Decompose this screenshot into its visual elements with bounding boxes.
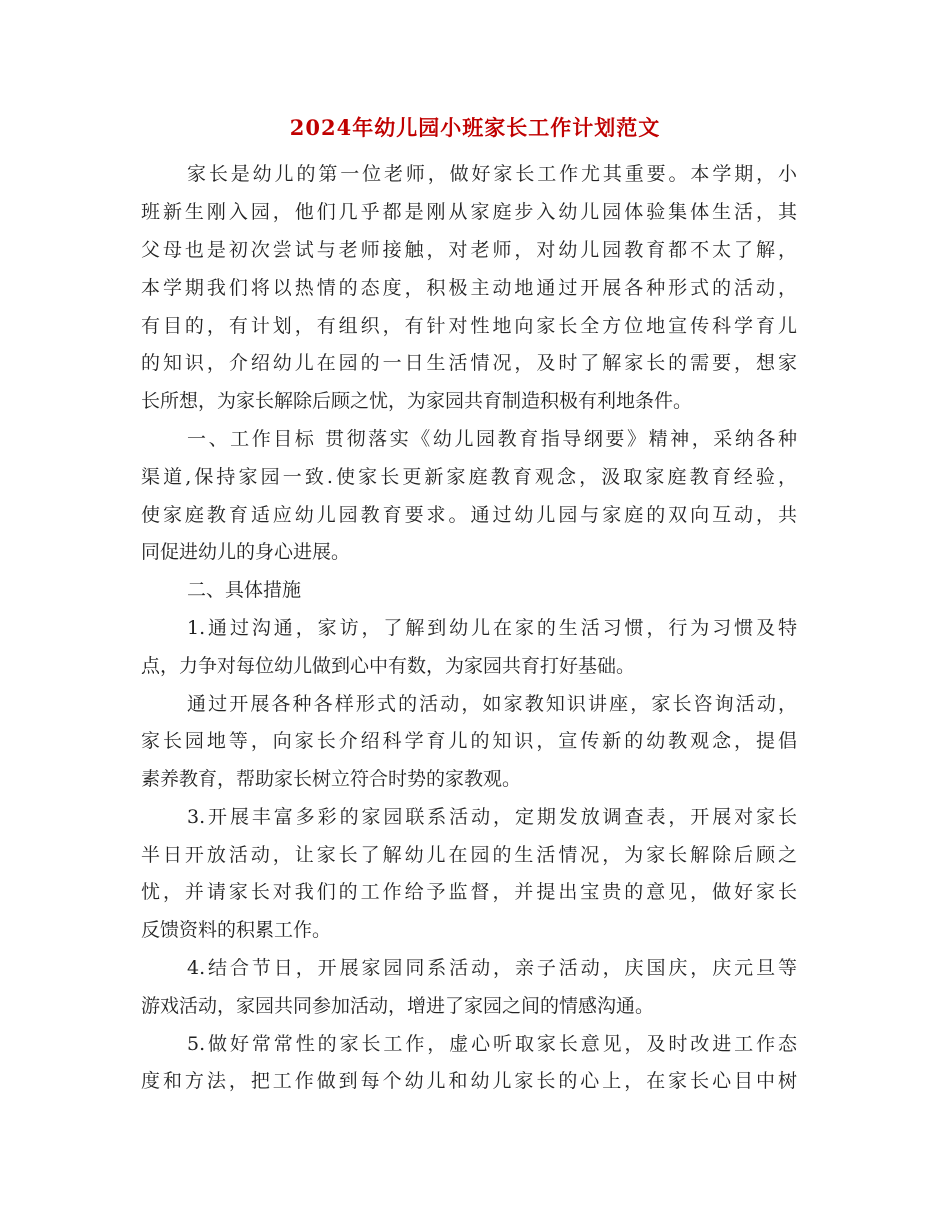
paragraph-line: 渠道,保持家园一致.使家长更新家庭教育观念，汲取家庭教育经验， (141, 466, 797, 488)
paragraph-line: 反馈资料的积累工作。 (141, 919, 332, 941)
paragraph-line: 父母也是初次尝试与老师接触，对老师，对幼儿园教育都不太了解， (141, 239, 797, 261)
paragraph-line: 点，力争对每位幼儿做到心中有数，为家园共育打好基础。 (141, 655, 636, 677)
paragraph-line: 使家庭教育适应幼儿园教育要求。通过幼儿园与家庭的双向互动，共 (141, 504, 797, 526)
paragraph-line: 家长是幼儿的第一位老师，做好家长工作尤其重要。本学期，小 (187, 163, 797, 185)
paragraph-line: 1.通过沟通，家访，了解到幼儿在家的生活习惯，行为习惯及特 (187, 617, 797, 639)
paragraph-line: 素养教育，帮助家长树立符合时势的家教观。 (141, 768, 522, 790)
paragraph-line: 游戏活动，家园共同参加活动，增进了家园之间的情感沟通。 (141, 995, 655, 1017)
paragraph-line: 3.开展丰富多彩的家园联系活动，定期发放调查表，开展对家长 (187, 806, 797, 828)
paragraph-line: 长所想，为家长解除后顾之忧，为家园共育制造积极有利地条件。 (141, 390, 693, 412)
paragraph-line: 通过开展各种各样形式的活动，如家教知识讲座，家长咨询活动， (187, 693, 797, 715)
paragraph-line: 的知识，介绍幼儿在园的一日生活情况，及时了解家长的需要，想家 (141, 352, 797, 374)
paragraph-line: 家长园地等，向家长介绍科学育儿的知识，宣传新的幼教观念，提倡 (141, 730, 797, 752)
paragraph-line: 半日开放活动，让家长了解幼儿在园的生活情况，为家长解除后顾之 (141, 844, 797, 866)
paragraph-line: 本学期我们将以热情的态度，积极主动地通过开展各种形式的活动， (141, 277, 797, 299)
paragraph-line: 5.做好常常性的家长工作，虚心听取家长意见，及时改进工作态 (187, 1033, 797, 1055)
paragraph-line: 忧，并请家长对我们的工作给予监督，并提出宝贵的意见，做好家长 (141, 881, 797, 903)
paragraph-line: 班新生刚入园，他们几乎都是刚从家庭步入幼儿园体验集体生活，其 (141, 201, 797, 223)
document-title: 2024年幼儿园小班家长工作计划范文 (289, 115, 661, 140)
paragraph-line: 度和方法，把工作做到每个幼儿和幼儿家长的心上，在家长心目中树 (141, 1070, 797, 1092)
paragraph-line: 4.结合节日，开展家园同系活动，亲子活动，庆国庆，庆元旦等 (187, 957, 797, 979)
paragraph-line: 同促进幼儿的身心进展。 (141, 541, 351, 563)
paragraph-line: 一、工作目标 贯彻落实《幼儿园教育指导纲要》精神，采纳各种 (187, 428, 797, 450)
section-heading: 二、具体措施 (187, 579, 302, 601)
paragraph-line: 有目的，有计划，有组织，有针对性地向家长全方位地宣传科学育儿 (141, 315, 797, 337)
